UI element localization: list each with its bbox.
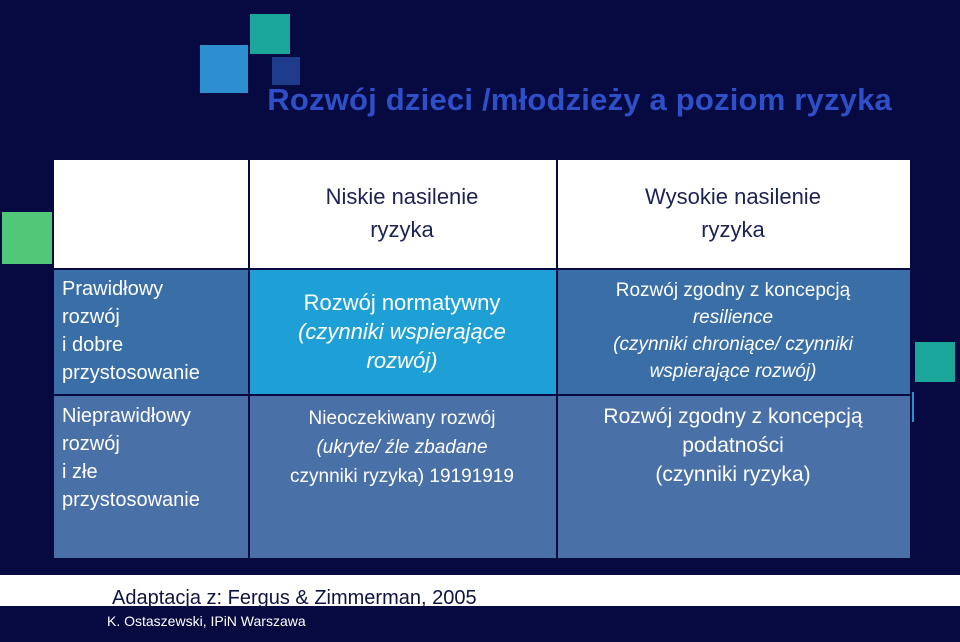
cell-text: resilience bbox=[692, 307, 774, 328]
cell-text: (czynniki chroniące/ czynniki bbox=[613, 334, 853, 355]
cell-vulnerability bbox=[556, 394, 910, 558]
header-high-risk: Wysokie nasilenie ryzyka bbox=[645, 184, 821, 242]
cell-text: rozwój) bbox=[366, 347, 438, 373]
slide-title: Rozwój dzieci /młodzieży a poziom ryzyka bbox=[267, 82, 892, 117]
cell-text: Rozwój normatywny bbox=[303, 289, 501, 315]
cell-text: podatności bbox=[682, 434, 784, 457]
decor-square-teal-right bbox=[915, 342, 955, 382]
cell-text: Nieoczekiwany rozwój bbox=[308, 408, 496, 429]
cell-resilience bbox=[556, 268, 910, 394]
table-header-corner bbox=[52, 158, 248, 268]
cell-normative-development bbox=[248, 268, 556, 394]
cell-text: Rozwój zgodny z koncepcją bbox=[615, 280, 851, 301]
cell-text: Rozwój zgodny z koncepcją bbox=[603, 405, 863, 428]
cell-text: wspierające rozwój) bbox=[649, 361, 817, 382]
decor-square-blue-small bbox=[272, 57, 300, 85]
cell-text: (czynniki wspierające bbox=[298, 318, 506, 344]
cell-text: (ukryte/ źle zbadane bbox=[316, 437, 488, 458]
author-credit: K. Ostaszewski, IPiN Warszawa bbox=[107, 613, 306, 629]
cell-text: (czynniki ryzyka) bbox=[655, 463, 811, 486]
header-low-risk: Niskie nasilenie ryzyka bbox=[325, 184, 479, 242]
row-label-poor-development: Nieprawidłowy rozwój i złe przystosowanie bbox=[62, 405, 200, 511]
source-citation: Adaptacja z: Fergus & Zimmerman, 2005 bbox=[112, 587, 477, 609]
decor-square-teal bbox=[250, 14, 290, 54]
cell-text: czynniki ryzyka) 19191919 bbox=[290, 466, 514, 487]
cell-unexpected-development bbox=[248, 394, 556, 558]
decor-square-green bbox=[2, 212, 52, 264]
row-label-good-development: Prawidłowy rozwój i dobre przystosowanie bbox=[62, 278, 200, 384]
